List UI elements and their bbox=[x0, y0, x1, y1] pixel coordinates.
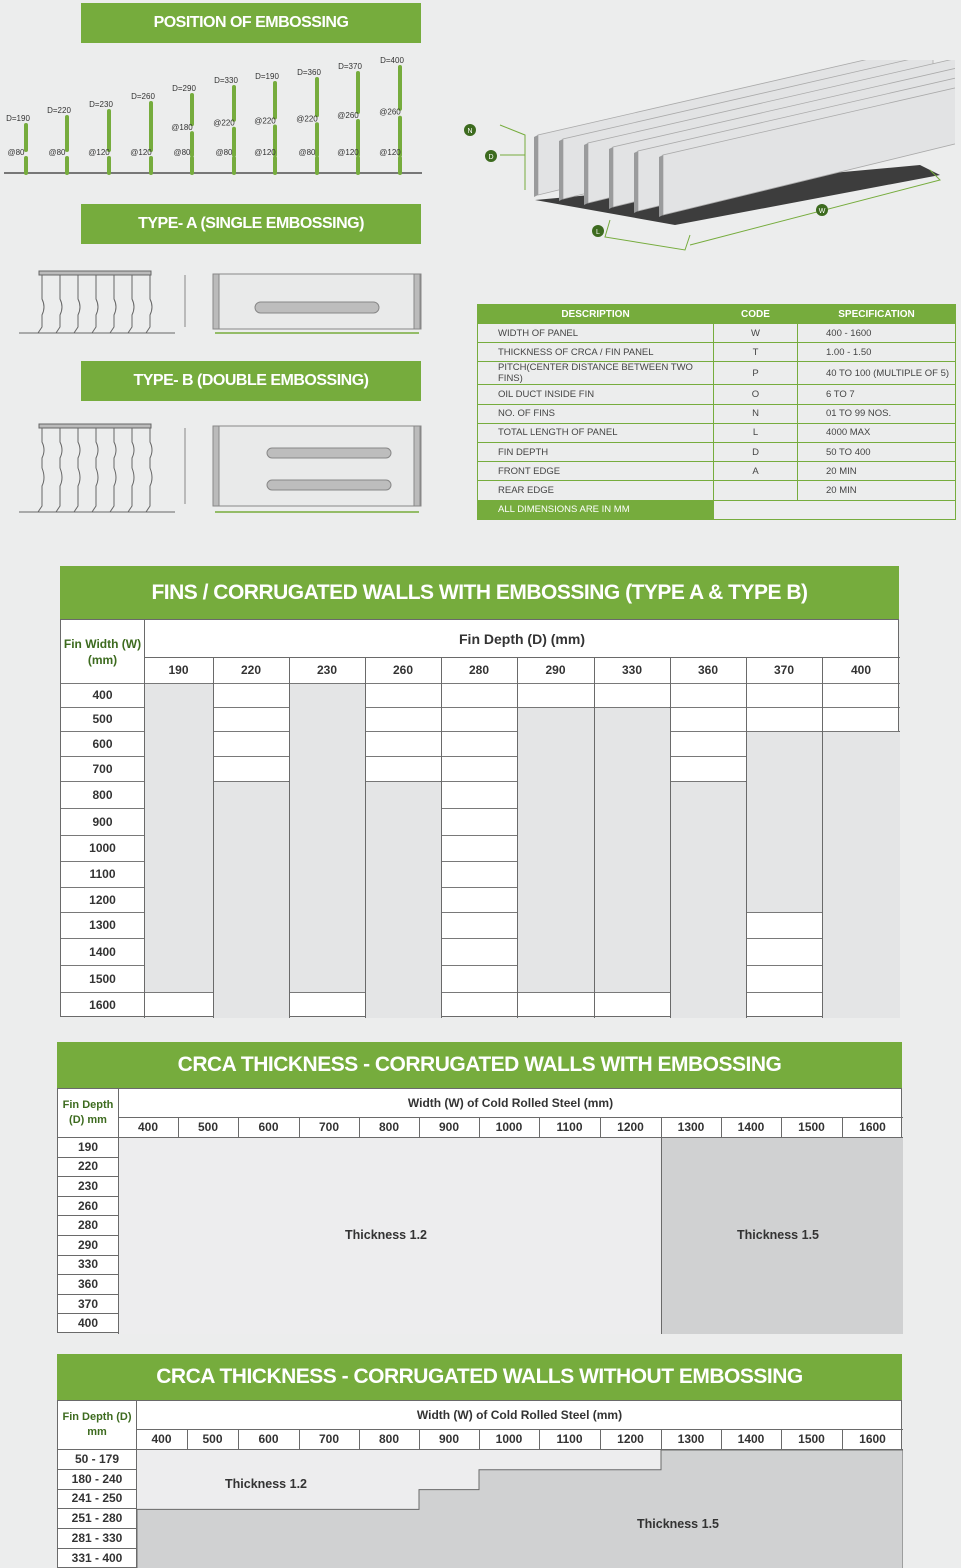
spec-description: FRONT EDGE bbox=[478, 462, 714, 481]
crca-with-depth-label: 190 bbox=[77, 1139, 99, 1154]
spec-row bbox=[478, 442, 956, 461]
fins-shade-block bbox=[145, 684, 213, 992]
fins-width-label: 600 bbox=[92, 736, 113, 751]
fin-3d-edge bbox=[609, 147, 613, 209]
fin-profile bbox=[128, 428, 134, 512]
crca-with-depth-label: 280 bbox=[77, 1218, 99, 1233]
emb-depth-label: D=220 bbox=[47, 106, 71, 115]
crca-with-depth-label: 330 bbox=[77, 1257, 99, 1272]
crca-without-depth-label: 241 - 250 bbox=[71, 1491, 123, 1506]
crca-without-width-header: 1200 bbox=[617, 1432, 644, 1446]
fins-depth-header: 190 bbox=[168, 663, 189, 677]
crca-with-depth-label: 400 bbox=[77, 1316, 99, 1331]
fins-shade-block bbox=[366, 782, 441, 1018]
fins-shade-block bbox=[747, 732, 822, 912]
spec-table bbox=[477, 304, 956, 520]
crca-without-width-header: 600 bbox=[258, 1432, 279, 1446]
emb-mid-label: @220 bbox=[254, 116, 276, 126]
w-label: W bbox=[818, 208, 826, 215]
emb-bottom-label: @80 bbox=[173, 148, 191, 157]
crca-with-zone-a-label: Thickness 1.2 bbox=[345, 1228, 427, 1242]
fin-profile bbox=[74, 275, 80, 333]
crca-without-width-header: 1300 bbox=[677, 1432, 705, 1446]
spec-description: OIL DUCT INSIDE FIN bbox=[478, 385, 714, 404]
fins-depth-header: 220 bbox=[240, 663, 262, 677]
spec-description: TOTAL LENGTH OF PANEL bbox=[478, 423, 714, 442]
fins-depth-header: 370 bbox=[773, 663, 795, 677]
spec-row bbox=[478, 343, 956, 362]
crca-with-corner: Fin Depth (D) mm bbox=[62, 1099, 114, 1126]
position-heading: POSITION OF EMBOSSING bbox=[81, 3, 421, 43]
fins-width-label: 500 bbox=[92, 712, 113, 726]
emb-depth-label: D=260 bbox=[131, 92, 155, 101]
emb-bottom-label: @120 bbox=[130, 148, 152, 157]
emb-mid-label: @260 bbox=[379, 107, 401, 117]
crca-with-group-header: Width (W) of Cold Rolled Steel (mm) bbox=[407, 1096, 614, 1110]
d-label: D bbox=[488, 154, 494, 161]
crca-with-width-header: 500 bbox=[197, 1120, 219, 1134]
crca-without-depth-label: 180 - 240 bbox=[71, 1471, 123, 1486]
crca-with-width-header: 400 bbox=[137, 1120, 159, 1134]
spec-row bbox=[478, 324, 956, 343]
crca-with-width-header: 1100 bbox=[556, 1120, 583, 1134]
crca-with-table bbox=[57, 1088, 902, 1333]
crca-with-width-header: 1000 bbox=[495, 1120, 523, 1134]
crca-with-depth-label: 230 bbox=[77, 1178, 99, 1193]
fins-width-label: 900 bbox=[92, 814, 113, 829]
crca-without-width-header: 900 bbox=[438, 1432, 460, 1446]
crca-without-width-header: 500 bbox=[202, 1432, 223, 1446]
emb-bottom-label: @80 bbox=[298, 148, 316, 157]
crca-without-corner: Fin Depth (D) mm bbox=[62, 1411, 132, 1438]
crca-without-depth-label: 50 - 179 bbox=[74, 1451, 120, 1466]
panel-3d-diagram bbox=[460, 60, 955, 260]
crca-with-depth-label: 290 bbox=[77, 1237, 99, 1252]
fin-3d-edge bbox=[584, 143, 588, 205]
crca-without-width-header: 1000 bbox=[495, 1432, 523, 1446]
crca-without-group-header: Width (W) of Cold Rolled Steel (mm) bbox=[416, 1408, 623, 1422]
emb-depth-label: D=330 bbox=[214, 76, 238, 85]
crca-with-depth-label: 220 bbox=[77, 1159, 99, 1174]
spec-header-code: CODE bbox=[714, 305, 798, 324]
fins-depth-header: 290 bbox=[545, 663, 566, 677]
spec-row bbox=[478, 362, 956, 385]
crca-without-width-header: 1500 bbox=[798, 1432, 825, 1446]
fins-shade-block bbox=[823, 732, 900, 1018]
crca-without-depth-label: 251 - 280 bbox=[71, 1511, 123, 1526]
fins-shade-block bbox=[595, 708, 670, 992]
fins-width-label: 1300 bbox=[89, 918, 116, 932]
fin-3d-edge bbox=[534, 135, 538, 197]
fins-depth-header: 280 bbox=[468, 663, 490, 677]
fins-depth-header: 330 bbox=[621, 663, 643, 677]
spec-description: NO. OF FINS bbox=[478, 404, 714, 423]
fins-shade-block bbox=[671, 782, 746, 1018]
fin-profile bbox=[92, 275, 98, 333]
emb-mid-label: @180 bbox=[171, 123, 193, 133]
fin-profile bbox=[110, 275, 116, 333]
fin-3d-edge bbox=[559, 139, 563, 201]
crca-without-zone-b-label: Thickness 1.5 bbox=[637, 1517, 719, 1532]
crca-with-depth-label: 370 bbox=[77, 1296, 99, 1311]
emb-mid-label: @220 bbox=[213, 118, 235, 128]
spec-value: 20 MIN bbox=[798, 481, 956, 500]
spec-value: 40 TO 100 (MULTIPLE OF 5) bbox=[798, 362, 956, 385]
emb-depth-label: D=370 bbox=[338, 62, 362, 71]
emb-depth-label: D=400 bbox=[380, 56, 404, 65]
emb-bottom-label: @120 bbox=[254, 148, 276, 157]
fin-profile bbox=[146, 275, 152, 333]
crca-with-width-header: 600 bbox=[258, 1120, 279, 1134]
spec-value: 1.00 - 1.50 bbox=[798, 343, 956, 362]
type-b-diagram bbox=[15, 420, 425, 520]
crca-without-zone-a-label: Thickness 1.2 bbox=[225, 1476, 307, 1491]
emb-depth-label: D=190 bbox=[255, 72, 279, 81]
spec-code: T bbox=[714, 343, 798, 362]
spec-description: FIN DEPTH bbox=[478, 442, 714, 461]
fin-profile bbox=[38, 275, 44, 333]
emb-bottom-label: @120 bbox=[379, 148, 401, 157]
fins-depth-header: 360 bbox=[697, 663, 719, 677]
spec-code: A bbox=[714, 462, 798, 481]
crca-without-width-header: 800 bbox=[378, 1432, 400, 1446]
spec-value: 6 TO 7 bbox=[798, 385, 956, 404]
fins-width-label: 800 bbox=[92, 787, 113, 802]
spec-value: 20 MIN bbox=[798, 462, 956, 481]
spec-code: N bbox=[714, 404, 798, 423]
spec-code: L bbox=[714, 423, 798, 442]
fin-profile bbox=[56, 275, 62, 333]
fins-width-label: 400 bbox=[92, 688, 113, 702]
crca-without-width-header: 1600 bbox=[859, 1432, 886, 1446]
crca-with-depth-label: 360 bbox=[77, 1276, 99, 1291]
fins-depth-header: 230 bbox=[316, 663, 338, 677]
crca-with-width-header: 1200 bbox=[617, 1120, 644, 1134]
crca-without-title: CRCA THICKNESS - CORRUGATED WALLS WITHOUT EMBOSSING bbox=[57, 1354, 902, 1400]
crca-without-depth-label: 331 - 400 bbox=[71, 1550, 123, 1565]
crca-without-width-header: 1400 bbox=[737, 1432, 765, 1446]
emb-bottom-label: @120 bbox=[88, 148, 110, 157]
spec-value: 4000 MAX bbox=[798, 423, 956, 442]
crca-without-depth-label: 281 - 330 bbox=[71, 1531, 123, 1546]
fins-width-label: 700 bbox=[92, 761, 113, 776]
crca-with-zone-b-label: Thickness 1.5 bbox=[737, 1228, 819, 1242]
fins-shade-block bbox=[290, 684, 365, 992]
spec-description: REAR EDGE bbox=[478, 481, 714, 500]
emb-mid-label: @260 bbox=[337, 111, 359, 120]
spec-code bbox=[714, 481, 798, 500]
fin-profile bbox=[38, 428, 44, 512]
fins-width-label: 1600 bbox=[89, 998, 116, 1012]
fins-width-label: 1400 bbox=[89, 944, 116, 959]
crca-with-width-header: 900 bbox=[438, 1120, 460, 1134]
spec-value: 50 TO 400 bbox=[798, 442, 956, 461]
fins-depth-header: 260 bbox=[392, 663, 414, 677]
fins-width-label: 1500 bbox=[89, 971, 116, 986]
emb-bottom-label: @80 bbox=[48, 148, 66, 157]
crca-without-dark-region bbox=[137, 1450, 903, 1568]
emb-depth-label: D=190 bbox=[6, 114, 30, 123]
emb-depth-label: D=290 bbox=[172, 84, 196, 93]
fin-profile bbox=[146, 428, 152, 512]
type-b-heading: TYPE- B (DOUBLE EMBOSSING) bbox=[81, 361, 421, 401]
fin-profile bbox=[128, 275, 134, 333]
fins-corner-label: Fin Width (W)(mm) bbox=[63, 636, 142, 667]
fins-table bbox=[60, 619, 899, 1017]
crca-without-width-header: 700 bbox=[318, 1432, 340, 1446]
fin-3d-edge bbox=[659, 155, 663, 217]
type-a-diagram bbox=[15, 265, 425, 340]
spec-code: O bbox=[714, 385, 798, 404]
spec-value: 01 TO 99 NOS. bbox=[798, 404, 956, 423]
emb-bottom-label: @80 bbox=[215, 148, 233, 157]
spec-description: WIDTH OF PANEL bbox=[478, 324, 714, 343]
crca-without-zone-b bbox=[137, 1450, 903, 1568]
spec-row bbox=[478, 481, 956, 500]
crca-with-width-header: 1300 bbox=[677, 1120, 705, 1134]
n-label: N bbox=[467, 128, 473, 135]
fins-width-label: 1000 bbox=[89, 841, 116, 855]
spec-footer-empty bbox=[714, 500, 956, 519]
emb-mid-label: @220 bbox=[296, 114, 318, 124]
spec-header-specification: SPECIFICATION bbox=[798, 305, 956, 324]
spec-code: P bbox=[714, 362, 798, 385]
fins-depth-header: 400 bbox=[850, 663, 872, 677]
crca-with-width-header: 700 bbox=[318, 1120, 340, 1134]
spec-row bbox=[478, 404, 956, 423]
spec-footer-row bbox=[478, 500, 956, 519]
embossing-position-diagram bbox=[0, 55, 430, 180]
crca-with-width-header: 1600 bbox=[859, 1120, 886, 1134]
crca-with-title: CRCA THICKNESS - CORRUGATED WALLS WITH EMBOSSING bbox=[57, 1042, 902, 1088]
crca-without-table bbox=[57, 1400, 902, 1568]
spec-description: THICKNESS OF CRCA / FIN PANEL bbox=[478, 343, 714, 362]
fin-profile bbox=[74, 428, 80, 512]
fin-profile bbox=[56, 428, 62, 512]
spec-value: 400 - 1600 bbox=[798, 324, 956, 343]
spec-row bbox=[478, 385, 956, 404]
fin-profile bbox=[110, 428, 116, 512]
fin-3d-edge bbox=[634, 151, 638, 213]
emb-bottom-label: @120 bbox=[337, 148, 359, 157]
fins-width-label: 1200 bbox=[89, 892, 116, 907]
spec-row bbox=[478, 423, 956, 442]
fins-table-title: FINS / CORRUGATED WALLS WITH EMBOSSING (TYPE A & TYPE B) bbox=[60, 566, 899, 619]
spec-code: D bbox=[714, 442, 798, 461]
emb-bottom-label: @80 bbox=[7, 148, 25, 157]
spec-row bbox=[478, 462, 956, 481]
fins-shade-block bbox=[214, 782, 289, 1018]
crca-without-width-header: 400 bbox=[151, 1432, 172, 1446]
spec-description: PITCH(CENTER DISTANCE BETWEEN TWO FINS) bbox=[478, 362, 714, 385]
crca-with-width-header: 1500 bbox=[798, 1120, 825, 1134]
crca-with-depth-label: 260 bbox=[77, 1198, 99, 1213]
emb-depth-label: D=360 bbox=[297, 68, 321, 77]
fin-profile bbox=[92, 428, 98, 512]
type-a-heading: TYPE- A (SINGLE EMBOSSING) bbox=[81, 204, 421, 244]
crca-without-width-header: 1100 bbox=[556, 1432, 583, 1446]
fins-shade-block bbox=[518, 708, 594, 992]
crca-with-width-header: 800 bbox=[378, 1120, 400, 1134]
fins-group-header: Fin Depth (D) (mm) bbox=[459, 630, 585, 647]
l-label: L bbox=[596, 229, 600, 236]
spec-header-description: DESCRIPTION bbox=[478, 305, 714, 324]
spec-footer: ALL DIMENSIONS ARE IN MM bbox=[478, 500, 714, 519]
fins-width-label: 1100 bbox=[89, 867, 116, 881]
spec-code: W bbox=[714, 324, 798, 343]
emb-depth-label: D=230 bbox=[89, 100, 113, 109]
crca-with-width-header: 1400 bbox=[737, 1120, 765, 1134]
